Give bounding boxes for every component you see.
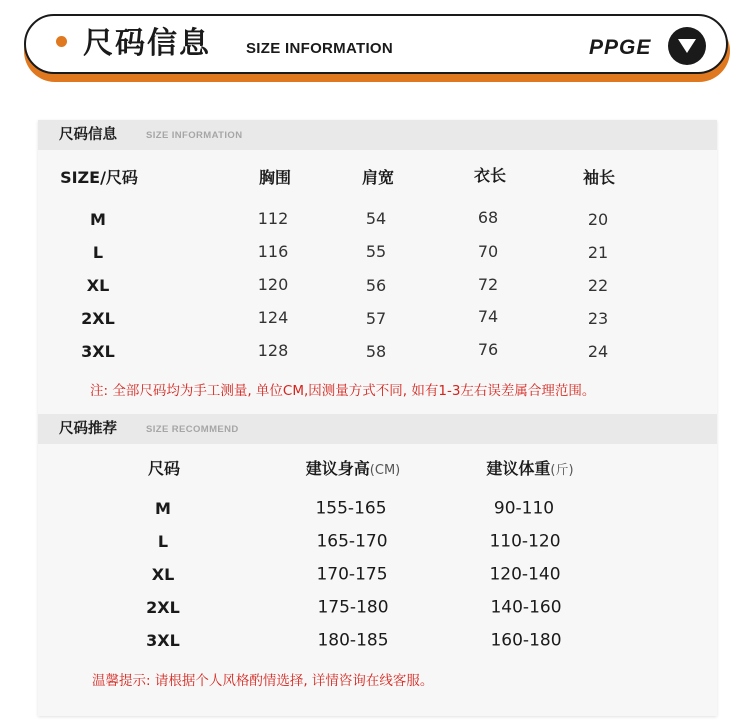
table-cell: 90-110 bbox=[493, 498, 555, 519]
size-recommend-section-header bbox=[38, 414, 717, 444]
table-cell-size: 3XL bbox=[146, 631, 180, 650]
column-header-label: 建议体重 bbox=[486, 459, 551, 478]
table-cell: 170-175 bbox=[316, 564, 388, 585]
table-cell-size: 3XL bbox=[81, 342, 115, 361]
table-cell: 68 bbox=[477, 208, 499, 227]
header-bar bbox=[24, 14, 728, 74]
column-header: 衣长 bbox=[473, 166, 507, 185]
table-cell: 55 bbox=[365, 242, 387, 261]
table-cell: 160-180 bbox=[490, 630, 562, 651]
table-cell-size: L bbox=[92, 243, 104, 262]
table-cell: 21 bbox=[587, 243, 609, 262]
table-cell: 58 bbox=[365, 342, 387, 361]
table-cell: 54 bbox=[365, 209, 387, 228]
section-subtitle: SIZE INFORMATION bbox=[146, 130, 243, 141]
table-cell: 124 bbox=[257, 308, 289, 327]
table-cell: 120-140 bbox=[489, 564, 561, 585]
table-cell: 116 bbox=[257, 242, 289, 261]
table-cell-size: M bbox=[155, 499, 171, 518]
table-cell: 24 bbox=[587, 342, 609, 361]
table-cell-size: L bbox=[157, 532, 169, 551]
accent-dot bbox=[56, 36, 67, 47]
table-cell: 76 bbox=[477, 340, 499, 359]
table-cell: 112 bbox=[257, 209, 289, 228]
column-header-label: 建议身高 bbox=[305, 459, 370, 478]
table-cell: 140-160 bbox=[490, 597, 562, 618]
dropdown-button[interactable] bbox=[668, 27, 706, 65]
table-cell: 120 bbox=[257, 275, 289, 294]
triangle-down-icon bbox=[677, 38, 697, 54]
page-subtitle: SIZE INFORMATION bbox=[246, 40, 394, 57]
column-header-unit: (斤) bbox=[550, 463, 574, 478]
table-cell: 56 bbox=[365, 276, 387, 295]
column-header-unit: (CM) bbox=[369, 463, 401, 478]
column-header: 肩宽 bbox=[361, 168, 395, 187]
column-header: 袖长 bbox=[582, 168, 616, 187]
table-cell: 72 bbox=[477, 275, 499, 294]
section-title: 尺码信息 bbox=[59, 127, 117, 143]
section-subtitle: SIZE RECOMMEND bbox=[146, 424, 239, 435]
table-cell-size: M bbox=[90, 210, 106, 229]
table-cell: 23 bbox=[587, 309, 609, 328]
column-header: SIZE/尺码 bbox=[60, 168, 138, 187]
table-cell-size: XL bbox=[151, 565, 175, 584]
column-header bbox=[306, 461, 400, 477]
table-cell: 57 bbox=[365, 309, 387, 328]
size-info-section-header bbox=[38, 120, 717, 150]
column-header: 尺码 bbox=[147, 459, 181, 478]
section-title: 尺码推荐 bbox=[59, 421, 117, 437]
measurement-note: 注: 全部尺码均为手工测量, 单位CM,因测量方式不同, 如有1-3左右误差属合理范围。 bbox=[90, 383, 596, 399]
column-header bbox=[486, 461, 573, 477]
page-title: 尺码信息 bbox=[83, 26, 211, 61]
table-cell: 20 bbox=[587, 210, 609, 229]
table-cell-size: XL bbox=[86, 276, 110, 295]
brand-logo: PPGE bbox=[589, 36, 652, 59]
table-cell: 128 bbox=[257, 341, 289, 360]
table-cell: 70 bbox=[477, 242, 499, 261]
table-cell: 180-185 bbox=[317, 630, 389, 651]
recommend-tip: 温馨提示: 请根据个人风格酌情选择, 详情咨询在线客服。 bbox=[92, 673, 434, 689]
table-cell: 155-165 bbox=[315, 498, 387, 519]
table-cell: 165-170 bbox=[316, 531, 388, 552]
table-cell: 22 bbox=[587, 276, 609, 295]
column-header: 胸围 bbox=[258, 168, 292, 187]
table-cell-size: 2XL bbox=[81, 309, 115, 328]
table-cell: 74 bbox=[477, 307, 499, 326]
table-cell: 110-120 bbox=[489, 531, 561, 552]
table-cell: 175-180 bbox=[317, 597, 389, 618]
table-cell-size: 2XL bbox=[146, 598, 180, 617]
